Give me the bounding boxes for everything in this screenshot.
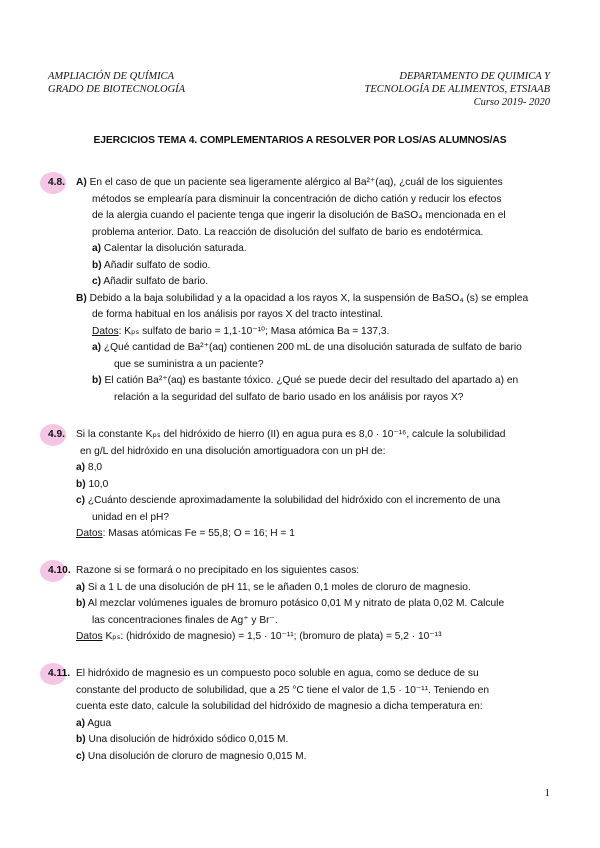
part-label: B) xyxy=(76,292,87,304)
academic-year: Curso 2019- 2020 xyxy=(473,97,550,108)
exercise-number: 4.8. xyxy=(48,175,65,192)
part-text: de la alergia cuando el paciente tenga que ingerir la disolución de BaSO₄ mencionada en el xyxy=(92,210,506,221)
page-number: 1 xyxy=(544,787,550,799)
option-text: Añadir sulfato de bario. xyxy=(103,276,209,287)
option-label: c) xyxy=(92,276,102,287)
option-label: b) xyxy=(92,259,102,271)
option-label: b) xyxy=(92,375,102,386)
option-label: c) xyxy=(76,495,86,506)
option-text: 8,0 xyxy=(87,462,103,473)
option-label: a) xyxy=(92,243,102,254)
part-text: métodos se emplearía para disminuir la concentración de dicho catión y reducir los efectos xyxy=(92,193,502,205)
question-text: cuenta este dato, calcule la solubilidad del hidróxido de magnesio a dicha temperatura en: xyxy=(76,701,483,712)
data-text: Kₚₛ: (hidróxido de magnesio) = 1,5 · 10⁻¹¹; (bromuro de plata) = 5,2 · 10⁻¹³ xyxy=(102,631,442,642)
option-label: a) xyxy=(76,462,86,473)
option-text: 10,0 xyxy=(88,478,109,490)
department-name: DEPARTAMENTO DE QUIMICA Y xyxy=(399,71,550,82)
header-left xyxy=(48,70,185,96)
data-text: : Masas atómicas Fe = 55,8; O = 16; H = 1 xyxy=(102,528,295,539)
option-label: c) xyxy=(76,750,86,762)
option-label: a) xyxy=(76,581,86,593)
question-text: Razone si se formará o no precipitado en los siguientes casos: xyxy=(76,565,360,576)
question-text: Si la constante Kₚₛ del hidróxido de hierro (II) en agua pura es 8,0 · 10⁻¹⁶, calcule la solubilidad xyxy=(76,429,506,440)
option-label: b) xyxy=(76,734,86,745)
option-text: Una disolución de cloruro de magnesio 0,015 M. xyxy=(87,750,307,762)
option-label: a) xyxy=(76,717,86,729)
option-text: que se suministra a un paciente? xyxy=(114,358,264,370)
part-label: A) xyxy=(76,177,87,188)
part-text: de forma habitual en los análisis por rayos X del tracto intestinal. xyxy=(92,309,384,320)
option-text: unidad en el pH? xyxy=(92,511,170,523)
option-text: El catión Ba²⁺(aq) es bastante tóxico. ¿Qué se puede decir del resultado del apartado a) en xyxy=(104,375,519,386)
option-text: relación a la seguridad del sulfato de bario usado en los análisis por rayos X? xyxy=(114,391,464,403)
question-text: constante del producto de solubilidad, que a 25 °C tiene el valor de 1,5 · 10⁻¹¹. Teniendo en xyxy=(76,684,490,696)
option-text: ¿Qué cantidad de Ba²⁺(aq) contienen 200 mL de una disolución saturada de sulfato de bario xyxy=(103,342,522,353)
data-label: Datos xyxy=(92,325,119,337)
option-text: Al mezclar volúmenes iguales de bromuro potásico 0,01 M y nitrato de plata 0,02 M. Calcule xyxy=(87,598,505,609)
option-text: ¿Cuánto desciende aproximadamente la solubilidad del hidróxido con el incremento de una xyxy=(87,495,501,506)
header-right xyxy=(364,70,550,109)
page-title: EJERCICIOS TEMA 4. COMPLEMENTARIOS A RESOLVER POR LOS/AS ALUMNOS/AS xyxy=(93,135,507,146)
exercise-number: 4.9. xyxy=(48,427,65,444)
option-label: a) xyxy=(92,342,102,353)
option-label: b) xyxy=(76,598,86,609)
part-text: En el caso de que un paciente sea ligeramente alérgico al Ba²⁺(aq), ¿cuál de los siguientes xyxy=(89,177,503,188)
part-text: problema anterior. Dato. La reacción de disolución del sulfato de bario es endotérmica. xyxy=(92,226,484,238)
option-text: Si a 1 L de una disolución de pH 11, se le añaden 0,1 moles de cloruro de magnesio. xyxy=(87,581,471,593)
course-name: AMPLIACIÓN DE QUÍMICA xyxy=(48,71,174,82)
degree-name: GRADO DE BIOTECNOLOGÍA xyxy=(48,84,186,95)
option-label: b) xyxy=(76,478,86,490)
exercise-number: 4.10. xyxy=(48,563,71,580)
option-text: Agua xyxy=(87,717,112,729)
data-label: Datos xyxy=(76,528,103,539)
option-text: las concentraciones finales de Ag⁺ y Br⁻. xyxy=(92,614,278,626)
department-name-2: TECNOLOGÍA DE ALIMENTOS, ETSIAAB xyxy=(364,84,550,95)
option-text: Añadir sulfato de sodio. xyxy=(103,259,211,271)
question-text: en g/L del hidróxido en una disolución amortiguadora con un pH de: xyxy=(80,445,386,457)
option-text: Calentar la disolución saturada. xyxy=(103,243,247,254)
question-text: El hidróxido de magnesio es un compuesto poco soluble en agua, como se deduce de su xyxy=(76,668,479,679)
option-text: Una disolución de hidróxido sódico 0,015 M. xyxy=(88,734,289,745)
data-label: Datos xyxy=(76,631,103,642)
data-text: : Kₚₛ sulfato de bario = 1,1·10⁻¹⁰; Masa atómica Ba = 137,3. xyxy=(118,325,390,337)
part-text: Debido a la baja solubilidad y a la opacidad a los rayos X, la suspensión de BaSO₄ (s) se emplea xyxy=(89,292,529,304)
exercise-number: 4.11. xyxy=(48,666,70,683)
